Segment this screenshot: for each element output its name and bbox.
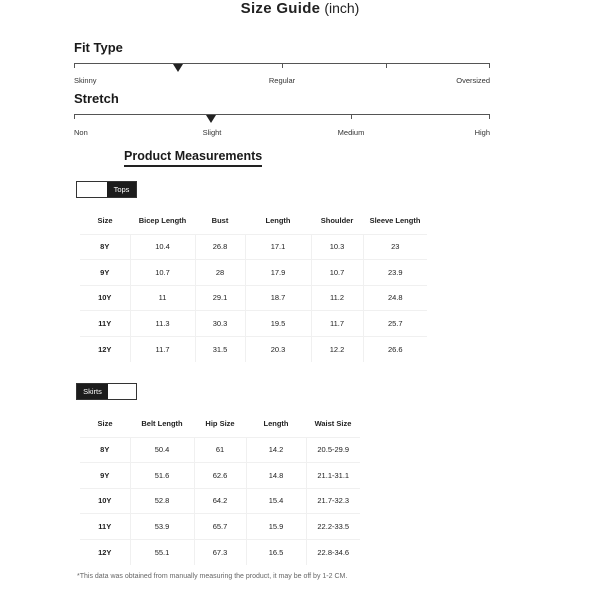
column-header: Bicep Length — [138, 216, 187, 226]
table-cell: 14.2 — [246, 437, 306, 463]
table-header-row — [80, 208, 427, 234]
fit-type-scale — [74, 63, 490, 73]
stretch-marker-icon — [206, 115, 216, 123]
table-cell: 10.4 — [130, 234, 195, 260]
table-cell: 18.7 — [245, 285, 311, 311]
measurement-footnote: *This data was obtained from manually measuring the product, it may be off by 1-2 CM. — [77, 573, 348, 580]
table-cell: 22.8-34.6 — [306, 539, 360, 565]
table-cell: 21.7-32.3 — [306, 488, 360, 514]
table-cell: 62.6 — [194, 463, 246, 489]
table-row — [80, 488, 360, 514]
fit-option-regular: Regular — [268, 76, 296, 85]
size-cell: 12Y — [80, 539, 130, 565]
size-guide-title — [0, 0, 600, 17]
table-row — [80, 311, 427, 337]
column-header: Hip Size — [205, 419, 235, 429]
table-cell: 11.3 — [130, 311, 195, 337]
stretch-label: Stretch — [74, 91, 119, 106]
stretch-option-non: Non — [74, 128, 88, 137]
table-row — [80, 336, 427, 362]
size-cell: 8Y — [80, 234, 130, 260]
table-cell: 17.9 — [245, 260, 311, 286]
size-cell: 8Y — [80, 437, 130, 463]
size-cell: 10Y — [80, 285, 130, 311]
table-cell: 11.2 — [311, 285, 363, 311]
stretch-options — [74, 128, 490, 140]
table-cell: 52.8 — [130, 488, 194, 514]
table-cell: 64.2 — [194, 488, 246, 514]
stretch-option-high: High — [474, 128, 490, 137]
table-cell: 51.6 — [130, 463, 194, 489]
scale-tick — [489, 114, 490, 119]
table-cell: 30.3 — [195, 311, 245, 337]
stretch-option-medium: Medium — [337, 128, 365, 137]
size-cell: 9Y — [80, 260, 130, 286]
scale-tick — [351, 114, 352, 119]
table-cell: 25.7 — [363, 311, 427, 337]
fit-type-options — [74, 76, 490, 88]
column-header: Sleeve Length — [369, 216, 421, 226]
size-cell: 10Y — [80, 488, 130, 514]
table-cell: 28 — [195, 260, 245, 286]
table-cell: 26.8 — [195, 234, 245, 260]
table-cell: 15.9 — [246, 514, 306, 540]
skirts-toggle[interactable] — [76, 383, 137, 400]
tops-size-table — [80, 208, 427, 362]
tops-toggle[interactable] — [76, 181, 137, 198]
tops-toggle-on[interactable]: Tops — [107, 182, 136, 197]
skirts-toggle-on[interactable]: Skirts — [77, 384, 108, 399]
size-cell: 11Y — [80, 311, 130, 337]
table-header-row — [80, 411, 360, 437]
table-cell: 16.5 — [246, 539, 306, 565]
skirts-size-table — [80, 411, 360, 565]
table-cell: 61 — [194, 437, 246, 463]
table-row — [80, 539, 360, 565]
fit-option-oversized: Oversized — [456, 76, 490, 85]
table-row — [80, 260, 427, 286]
table-cell: 10.7 — [130, 260, 195, 286]
table-cell: 19.5 — [245, 311, 311, 337]
column-header: Length — [263, 419, 289, 429]
column-header: Belt Length — [141, 419, 183, 429]
size-cell: 11Y — [80, 514, 130, 540]
column-header: Size — [97, 419, 113, 429]
title-unit: (inch) — [324, 0, 360, 16]
scale-tick — [74, 114, 75, 119]
table-cell: 67.3 — [194, 539, 246, 565]
table-row — [80, 514, 360, 540]
scale-tick — [489, 63, 490, 68]
table-cell: 23 — [363, 234, 427, 260]
table-cell: 11 — [130, 285, 195, 311]
column-header: Shoulder — [320, 216, 354, 226]
table-row — [80, 234, 427, 260]
table-cell: 20.3 — [245, 336, 311, 362]
scale-tick — [282, 63, 283, 68]
product-measurements-heading: Product Measurements — [124, 149, 262, 167]
title-main: Size Guide — [240, 0, 321, 17]
table-cell: 53.9 — [130, 514, 194, 540]
table-row — [80, 285, 427, 311]
table-cell: 21.1-31.1 — [306, 463, 360, 489]
table-cell: 24.8 — [363, 285, 427, 311]
stretch-scale-line — [74, 114, 490, 115]
column-header: Bust — [211, 216, 229, 226]
table-cell: 14.8 — [246, 463, 306, 489]
table-cell: 55.1 — [130, 539, 194, 565]
table-cell: 17.1 — [245, 234, 311, 260]
scale-tick — [74, 63, 75, 68]
column-header: Length — [265, 216, 291, 226]
table-cell: 11.7 — [130, 336, 195, 362]
table-cell: 22.2-33.5 — [306, 514, 360, 540]
table-cell: 20.5-29.9 — [306, 437, 360, 463]
skirts-toggle-off[interactable] — [108, 384, 136, 399]
table-cell: 26.6 — [363, 336, 427, 362]
tops-toggle-off[interactable] — [77, 182, 107, 197]
scale-tick — [386, 63, 387, 68]
table-cell: 31.5 — [195, 336, 245, 362]
table-cell: 10.7 — [311, 260, 363, 286]
table-cell: 50.4 — [130, 437, 194, 463]
column-header: Waist Size — [314, 419, 352, 429]
table-cell: 29.1 — [195, 285, 245, 311]
table-cell: 10.3 — [311, 234, 363, 260]
fit-option-skinny: Skinny — [74, 76, 97, 85]
table-cell: 65.7 — [194, 514, 246, 540]
size-cell: 9Y — [80, 463, 130, 489]
table-row — [80, 463, 360, 489]
stretch-scale — [74, 114, 490, 124]
table-cell: 11.7 — [311, 311, 363, 337]
table-cell: 15.4 — [246, 488, 306, 514]
table-cell: 23.9 — [363, 260, 427, 286]
fit-type-label: Fit Type — [74, 40, 123, 55]
column-header: Size — [97, 216, 113, 226]
stretch-option-slight: Slight — [202, 128, 222, 137]
fit-type-marker-icon — [173, 64, 183, 72]
table-row — [80, 437, 360, 463]
size-cell: 12Y — [80, 336, 130, 362]
table-cell: 12.2 — [311, 336, 363, 362]
